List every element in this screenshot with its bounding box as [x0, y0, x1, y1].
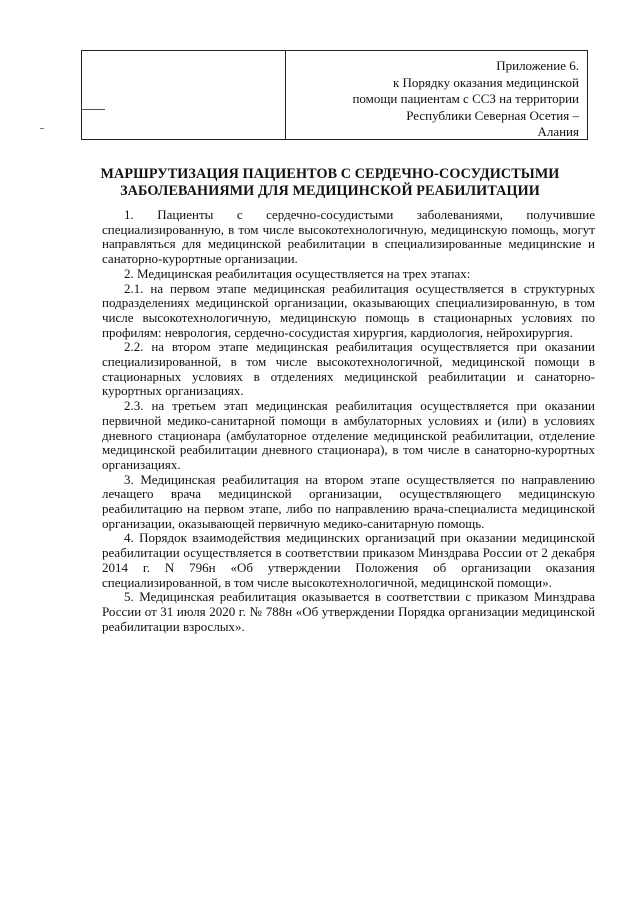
appendix-line: Республики Северная Осетия – — [406, 107, 579, 123]
paragraph-1: 1. Пациенты с сердечно-сосудистыми заболеваниями, получившие специализированную, в том числе высокотехнологичную, медицинскую помощь, могут направляться для медицинской реабилитации в специализированные медицинские и санаторно-курортные организации. — [102, 207, 595, 267]
paragraph-4: 4. Порядок взаимодействия медицинских организаций при оказании медицинской реабилитации осуществляется в соответствии приказом Минздрава России от 2 декабря 2014 г. N 796н «Об утверждении Положения об организации оказания специализированной, в том числе высокотехнологичной, медицинской помощи». — [102, 530, 595, 590]
document-body — [102, 208, 595, 634]
title-line-2: ЗАБОЛЕВАНИЯМИ ДЛЯ МЕДИЦИНСКОЙ РЕАБИЛИТАЦИИ — [120, 183, 540, 199]
title-line-1: МАРШРУТИЗАЦИЯ ПАЦИЕНТОВ С СЕРДЕЧНО-СОСУДИСТЫМИ — [100, 166, 560, 182]
appendix-line: Алания — [537, 124, 579, 139]
paragraph-2-3: 2.3. на третьем этап медицинская реабилитация осуществляется при оказании первичной медико-санитарной помощи в амбулаторных условиях и (или) в условиях дневного стационара (амбулаторное отделение медицинской реабилитации, отделение медицинской реабилитации дневного стационара), в том числе в санаторно-курортных организациях. — [102, 398, 595, 472]
paragraph-2-1: 2.1. на первом этапе медицинская реабилитация осуществляется в структурных подразделениях медицинской организации, оказывающих специализированную, в том числе высокотехнологичную, медицинскую помощь в стационарных условиях по профилям: неврология, сердечно-сосудистая хирургия, кардиология, нейрохирургия. — [102, 280, 595, 340]
margin-mark — [40, 128, 44, 129]
appendix-line: Приложение 6. — [496, 58, 579, 73]
paragraph-2-2: 2.2. на втором этапе медицинская реабилитация осуществляется при оказании специализированной, в том числе высокотехнологичной, медицинской помощи в стационарных условиях в отделениях медицинской реабилитации и санаторно-курортных организациях. — [102, 339, 595, 399]
header-empty-cell — [82, 51, 286, 139]
appendix-reference-cell — [286, 51, 587, 139]
appendix-line: помощи пациентам с ССЗ на территории — [352, 91, 579, 106]
document-title — [80, 166, 580, 200]
header-tick-line — [81, 109, 105, 110]
paragraph-3: 3. Медицинская реабилитация на втором этапе осуществляется по направлению лечащего врача медицинской организации, осуществляющего медицинскую реабилитацию на первом этапе, либо по направлению врача-специалиста медицинской организации, оказывающей первичную медико-санитарную помощь. — [102, 471, 595, 531]
appendix-line: к Порядку оказания медицинской — [392, 74, 579, 90]
paragraph-2: 2. Медицинская реабилитация осуществляется на трех этапах: — [124, 265, 471, 281]
appendix-header-box — [81, 50, 588, 140]
paragraph-5: 5. Медицинская реабилитация оказывается в соответствии с приказом Минздрава России от 31 июля 2020 г. № 788н «Об утверждении Порядка организации медицинской реабилитации взрослых». — [102, 589, 595, 634]
